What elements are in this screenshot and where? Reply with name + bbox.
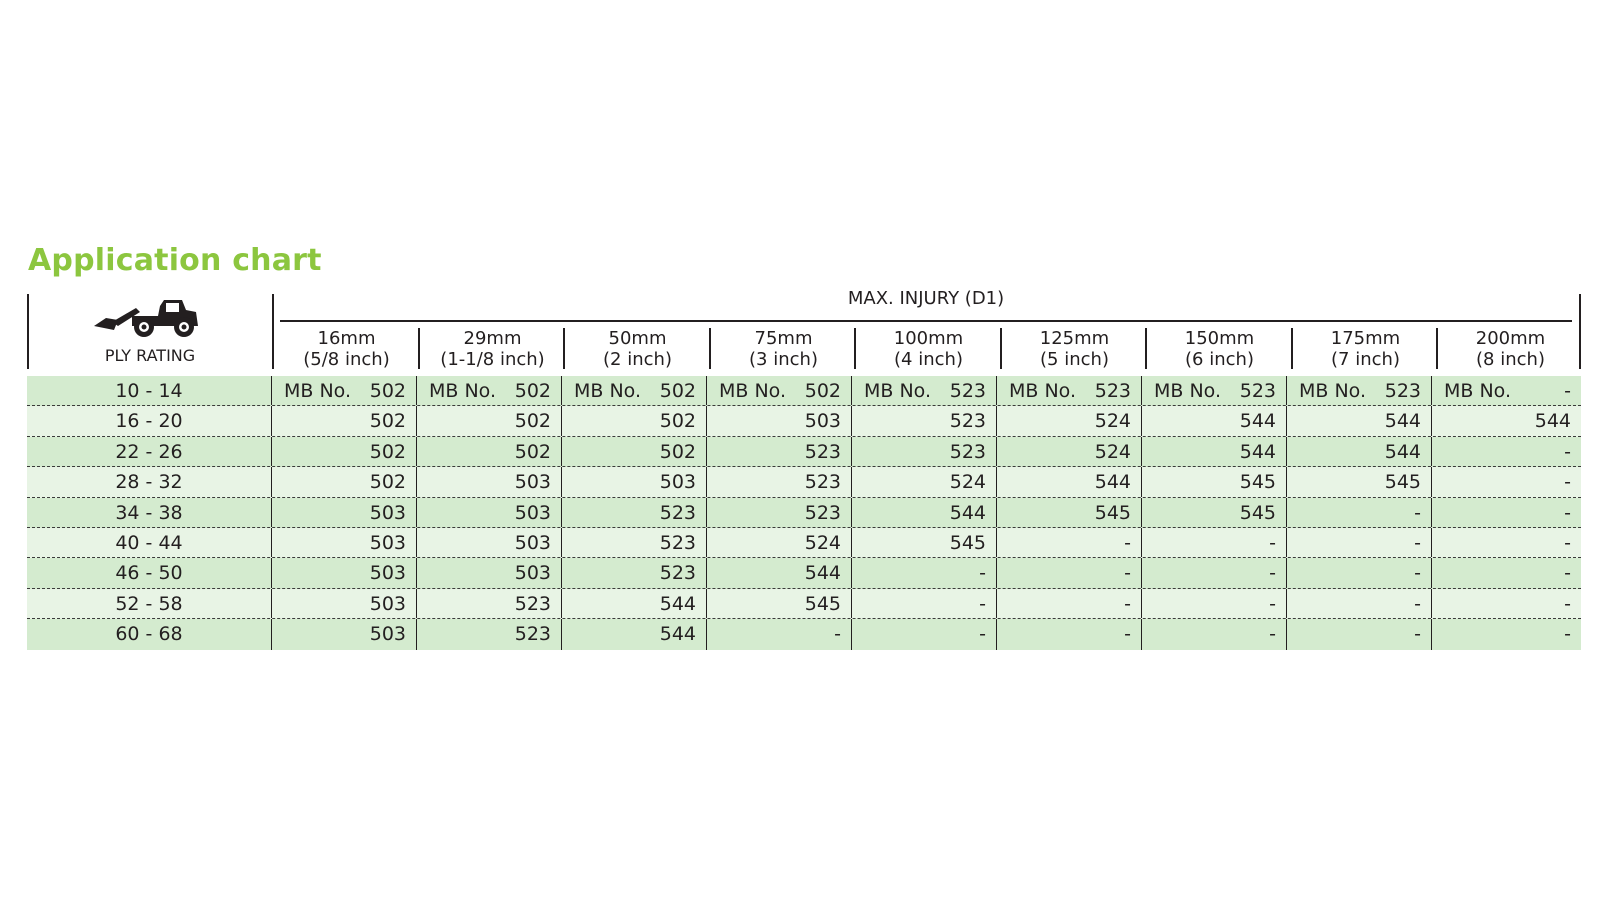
column-size: 200mm: [1475, 328, 1546, 349]
value-cell: 503: [562, 467, 707, 496]
ply-rating-cell: 60 - 68: [27, 619, 272, 649]
value-cell: 524: [852, 467, 997, 496]
value-cell: -: [997, 558, 1142, 587]
column-inch: (2 inch): [603, 349, 672, 370]
mb-prefix: MB No.: [719, 380, 787, 402]
ply-rating-cell: 10 - 14: [27, 376, 272, 405]
value-cell: -: [997, 619, 1142, 649]
column-header: [565, 328, 710, 370]
column-separator: [418, 328, 420, 369]
value-cell: 502: [272, 437, 417, 466]
column-separator: [709, 328, 711, 369]
ply-rating-cell: 34 - 38: [27, 498, 272, 527]
mb-number: 502: [369, 380, 406, 402]
column-size: 16mm: [317, 328, 376, 349]
value-cell: -: [852, 619, 997, 649]
value-cell: [1432, 376, 1581, 405]
column-separator: [1291, 328, 1293, 369]
value-cell: 544: [1142, 437, 1287, 466]
value-cell: 503: [272, 498, 417, 527]
table-row: [27, 558, 1581, 588]
ply-rating-label: PLY RATING: [104, 346, 196, 365]
table-left-border: [27, 294, 29, 369]
mb-number: 502: [514, 380, 551, 402]
value-cell: -: [1287, 528, 1432, 557]
value-cell: 523: [562, 558, 707, 587]
value-cell: -: [707, 619, 852, 649]
column-header: [711, 328, 856, 370]
value-cell: 523: [417, 589, 562, 618]
value-cell: [997, 376, 1142, 405]
value-cell: 544: [707, 558, 852, 587]
value-cell: 544: [562, 589, 707, 618]
value-cell: -: [852, 558, 997, 587]
value-cell: 502: [562, 437, 707, 466]
value-cell: -: [997, 528, 1142, 557]
value-cell: 523: [562, 498, 707, 527]
value-cell: 503: [272, 619, 417, 649]
ply-rating-cell: 40 - 44: [27, 528, 272, 557]
mb-prefix: MB No.: [284, 380, 352, 402]
column-separator: [563, 328, 565, 369]
value-cell: [417, 376, 562, 405]
column-size: 150mm: [1184, 328, 1255, 349]
value-cell: -: [1564, 440, 1571, 463]
value-cell: -: [1287, 619, 1432, 649]
mb-number: -: [1564, 380, 1571, 402]
value-cell: 544: [1534, 410, 1571, 433]
mb-number: 523: [1094, 380, 1131, 402]
application-table: [27, 376, 1581, 650]
column-header: [1438, 328, 1583, 370]
ply-rating-cell: 52 - 58: [27, 589, 272, 618]
max-injury-heading: MAX. INJURY (D1): [847, 288, 1005, 309]
value-cell: 545: [1142, 498, 1287, 527]
ply-rating-cell: 28 - 32: [27, 467, 272, 496]
column-separator: [854, 328, 856, 369]
value-cell: -: [1287, 498, 1432, 527]
table-row: [27, 589, 1581, 619]
value-cell: 503: [417, 528, 562, 557]
column-inch: (3 inch): [749, 349, 818, 370]
value-cell: 503: [417, 467, 562, 496]
value-cell: 544: [562, 619, 707, 649]
ply-rating-cell: 22 - 26: [27, 437, 272, 466]
column-inch: (5/8 inch): [303, 349, 390, 370]
value-cell: 523: [562, 528, 707, 557]
value-cell: -: [852, 589, 997, 618]
value-cell: 545: [852, 528, 997, 557]
value-cell: 545: [1287, 467, 1432, 496]
max-injury-underline: [280, 320, 1572, 322]
column-size: 75mm: [754, 328, 813, 349]
value-cell: 523: [707, 467, 852, 496]
value-cell: 503: [707, 406, 852, 435]
value-cell: 524: [997, 406, 1142, 435]
mb-prefix: MB No.: [429, 380, 497, 402]
column-inch: (4 inch): [894, 349, 963, 370]
value-cell: [707, 376, 852, 405]
value-cell: 544: [1142, 406, 1287, 435]
value-cell: -: [1564, 592, 1571, 615]
value-cell: 545: [997, 498, 1142, 527]
value-cell: 503: [272, 558, 417, 587]
value-cell: -: [1564, 471, 1571, 494]
value-cell: 503: [417, 558, 562, 587]
value-cell: -: [1564, 501, 1571, 524]
value-cell: 502: [417, 437, 562, 466]
value-cell: 502: [272, 467, 417, 496]
column-inch: (5 inch): [1040, 349, 1109, 370]
mb-prefix: MB No.: [574, 380, 642, 402]
value-cell: 502: [272, 406, 417, 435]
value-cell: -: [1564, 562, 1571, 585]
table-row: [27, 376, 1581, 406]
value-cell: [1287, 376, 1432, 405]
mb-number: 523: [949, 380, 986, 402]
value-cell: -: [1142, 619, 1287, 649]
value-cell: 523: [707, 498, 852, 527]
column-size: 50mm: [608, 328, 667, 349]
column-separator: [1000, 328, 1002, 369]
mb-prefix: MB No.: [1009, 380, 1077, 402]
column-inch: (1-1/8 inch): [440, 349, 545, 370]
table-row: [27, 498, 1581, 528]
ply-rating-cell: 16 - 20: [27, 406, 272, 435]
mb-prefix: MB No.: [1299, 380, 1367, 402]
table-row: [27, 437, 1581, 467]
mb-prefix: MB No.: [1154, 380, 1222, 402]
value-cell: -: [1142, 528, 1287, 557]
value-cell: 544: [1287, 406, 1432, 435]
table-row: [27, 528, 1581, 558]
value-cell: 544: [997, 467, 1142, 496]
value-cell: 523: [852, 406, 997, 435]
value-cell: -: [1564, 531, 1571, 554]
column-size: 100mm: [893, 328, 964, 349]
value-cell: -: [1564, 623, 1571, 646]
value-cell: 545: [707, 589, 852, 618]
table-row: [27, 467, 1581, 497]
value-cell: 545: [1142, 467, 1287, 496]
column-inch: (8 inch): [1476, 349, 1545, 370]
value-cell: 523: [707, 437, 852, 466]
value-cell: -: [1287, 589, 1432, 618]
value-cell: [562, 376, 707, 405]
table-row: [27, 406, 1581, 436]
value-cell: 503: [417, 498, 562, 527]
value-cell: -: [1287, 558, 1432, 587]
column-size: 175mm: [1330, 328, 1401, 349]
column-size: 29mm: [463, 328, 522, 349]
column-separator: [1436, 328, 1438, 369]
ply-rating-cell: 46 - 50: [27, 558, 272, 587]
value-cell: [272, 376, 417, 405]
column-header: [1147, 328, 1292, 370]
value-cell: -: [1142, 589, 1287, 618]
value-cell: 502: [562, 406, 707, 435]
wheel-loader-icon: [92, 296, 204, 338]
value-cell: 524: [997, 437, 1142, 466]
column-header: [274, 328, 419, 370]
value-cell: 502: [417, 406, 562, 435]
mb-number: 523: [1239, 380, 1276, 402]
value-cell: 544: [1287, 437, 1432, 466]
value-cell: 503: [272, 589, 417, 618]
mb-number: 502: [659, 380, 696, 402]
value-cell: 523: [417, 619, 562, 649]
column-size: 125mm: [1039, 328, 1110, 349]
column-header: [420, 328, 565, 370]
value-cell: [852, 376, 997, 405]
column-inch: (7 inch): [1331, 349, 1400, 370]
page-title: Application chart: [28, 243, 322, 278]
value-cell: -: [997, 589, 1142, 618]
column-header: [1002, 328, 1147, 370]
mb-prefix: MB No.: [864, 380, 932, 402]
table-row: [27, 619, 1581, 649]
value-cell: 523: [852, 437, 997, 466]
mb-prefix: MB No.: [1444, 380, 1512, 402]
value-cell: 503: [272, 528, 417, 557]
value-cell: -: [1142, 558, 1287, 587]
value-cell: 524: [707, 528, 852, 557]
mb-number: 523: [1384, 380, 1421, 402]
column-header: [856, 328, 1001, 370]
value-cell: [1142, 376, 1287, 405]
value-cell: 544: [852, 498, 997, 527]
column-inch: (6 inch): [1185, 349, 1254, 370]
column-header: [1293, 328, 1438, 370]
column-separator: [1145, 328, 1147, 369]
mb-number: 502: [804, 380, 841, 402]
